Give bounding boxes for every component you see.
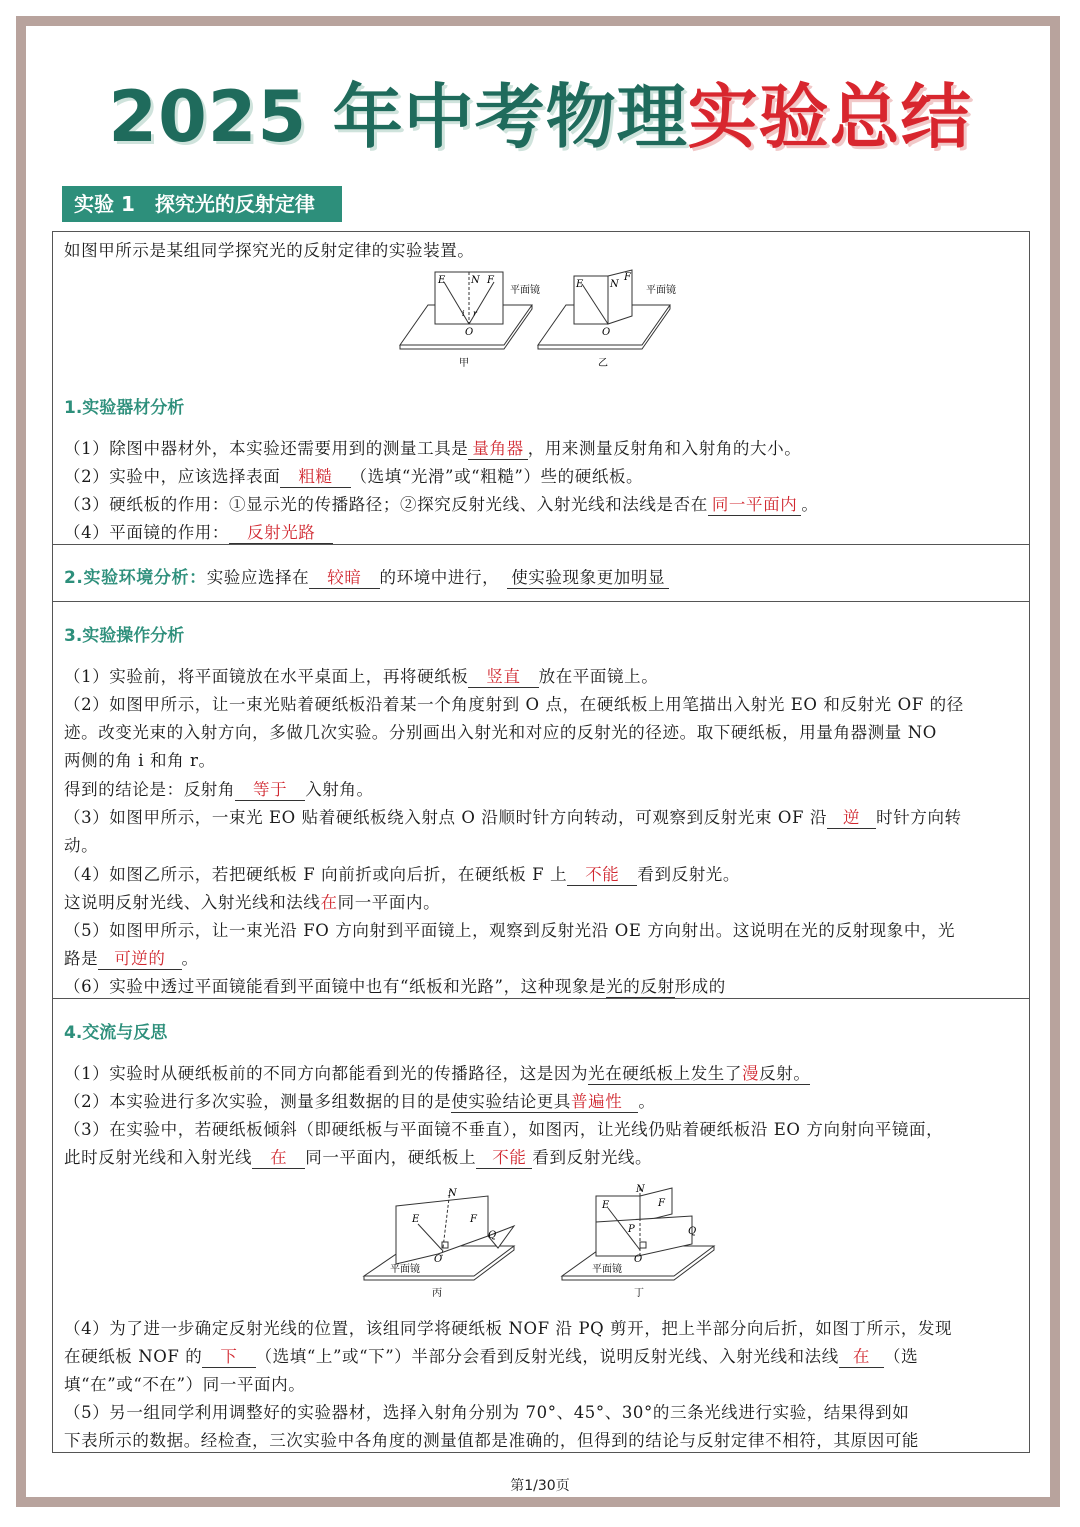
figure-bing-ding: [358, 1184, 728, 1300]
label-N-2: N: [610, 279, 619, 290]
s3-line9: 这说明反射光线、入射光线和法线在同一平面内。: [64, 893, 441, 912]
s4-line5: （4）为了进一步确定反射光线的位置，该组同学将硬纸板 NOF 沿 PQ 剪开，把上半部分向后折，如图丁所示，发现: [64, 1319, 953, 1338]
label-F-4: F: [658, 1198, 665, 1209]
s3-line10: （5）如图甲所示，让一束光沿 FO 方向射到平面镜上，观察到反射光沿 OE 方向射出。这说明在光的反射现象中，光: [64, 921, 956, 940]
mirror-label-c: 平面镜: [390, 1264, 420, 1275]
label-O-3: O: [434, 1254, 443, 1265]
label-r: r: [473, 309, 477, 318]
label-O: O: [465, 327, 474, 338]
s1-line2: （2）实验中，应该选择表面 粗糙 （选填“光滑”或“粗糙”）些的硬纸板。: [64, 467, 644, 486]
label-E-3: E: [412, 1214, 420, 1225]
label-F-2: F: [624, 272, 631, 283]
label-P-4: P: [628, 1224, 635, 1235]
label-N-3: N: [448, 1188, 457, 1199]
caption-yi: 乙: [598, 358, 608, 369]
figure-jia-yi: [392, 268, 712, 372]
label-E: E: [438, 275, 446, 286]
s3-line12: （6）实验中透过平面镜能看到平面镜中也有“纸板和光路”，这种现象是光的反射形成的: [64, 977, 726, 996]
label-N: N: [471, 275, 480, 286]
label-Q-3: Q: [488, 1230, 497, 1241]
s1-line4: （4）平面镜的作用： 反射光路: [64, 519, 333, 544]
label-O-2: O: [602, 327, 611, 338]
s4-line4: 此时反射光线和入射光线 在 同一平面内，硬纸板上 不能 看到反射光线。: [64, 1148, 653, 1167]
s3-line6: （3）如图甲所示，一束光 EO 贴着硬纸板绕入射点 O 沿顺时针方向转动，可观察到反射光束 OF 沿 逆 时针方向转: [64, 808, 962, 827]
s2-line: 2.实验环境分析：实验应选择在 较暗 的环境中进行， 使实验现象更加明显: [64, 563, 669, 589]
mirror-label-b: 平面镜: [646, 285, 676, 296]
caption-bing: 丙: [432, 1288, 442, 1299]
label-Q-4: Q: [688, 1226, 697, 1237]
label-F-3: F: [470, 1214, 477, 1225]
mirror-label-d: 平面镜: [592, 1264, 622, 1275]
label-O-4: O: [634, 1254, 643, 1265]
caption-jia: 甲: [459, 358, 469, 369]
s3-line11: 路是 可逆的 。: [64, 949, 199, 968]
s4-line1: （1）实验时从硬纸板前的不同方向都能看到光的传播路径，这是因为光在硬纸板上发生了漫反射。: [64, 1064, 811, 1083]
label-i: i: [462, 309, 465, 318]
s4-line7: 填“在”或“不在”）同一平面内。: [64, 1375, 306, 1394]
s4-line9: 下表所示的数据。经检查，三次实验中各角度的测量值都是准确的，但得到的结论与反射定律不相符，其原因可能: [64, 1431, 919, 1450]
page-number: 第1/30页: [510, 1478, 570, 1494]
s3-line7: 动。: [64, 836, 99, 855]
s4-line2: （2）本实验进行多次实验，测量多组数据的目的是使实验结论更具普遍性 。: [64, 1092, 656, 1111]
caption-ding: 丁: [634, 1288, 644, 1299]
label-E-4: E: [602, 1200, 610, 1211]
s3-line1: （1）实验前，将平面镜放在水平桌面上，再将硬纸板 竖直 放在平面镜上。: [64, 667, 659, 686]
heading-materials: 1.实验器材分析: [64, 398, 185, 418]
s3-line2: （2）如图甲所示，让一束光贴着硬纸板沿着某一个角度射到 O 点，在硬纸板上用笔描出入射光 EO 和反射光 OF 的径: [64, 695, 964, 714]
s1-line1: （1）除图中器材外，本实验还需要用到的测量工具是 量角器 ，用来测量反射角和入射角的大小。: [64, 439, 802, 458]
s3-line3: 迹。改变光束的入射方向，多做几次实验。分别画出入射光和对应的反射光的径迹。取下硬纸板，用量角器测量 NO: [64, 723, 937, 742]
s4-line6: 在硬纸板 NOF 的 下 （选填“上”或“下”）半部分会看到反射光线，说明反射光线、入射光线和法线 在 （选: [64, 1347, 919, 1366]
experiment-tag: 实验 1 探究光的反射定律: [62, 186, 342, 222]
s4-line8: （5）另一组同学利用调整好的实验器材，选择入射角分别为 70°、45°、30°的三条光线进行实验，结果得到如: [64, 1403, 910, 1422]
intro-text: 如图甲所示是某组同学探究光的反射定律的实验装置。: [64, 241, 475, 260]
mirror-label-a: 平面镜: [510, 285, 540, 296]
s4-line3: （3）在实验中，若硬纸板倾斜（即硬纸板与平面镜不垂直），如图丙，让光线仍贴着硬纸板沿 EO 方向射向平镜面，: [64, 1120, 944, 1139]
s3-line4: 两侧的角 i 和角 r。: [64, 751, 216, 770]
s3-line8: （4）如图乙所示，若把硬纸板 F 向前折或向后折，在硬纸板 F 上 不能 看到反射光。: [64, 865, 740, 884]
heading-reflection: 4.交流与反思: [64, 1023, 168, 1043]
s3-line5: 得到的结论是：反射角 等于 入射角。: [64, 780, 374, 799]
s1-line3: （3）硬纸板的作用：①显示光的传播路径；②探究反射光线、入射光线和法线是否在 同一平面内 。: [64, 495, 819, 514]
heading-operation: 3.实验操作分析: [64, 626, 185, 646]
page-title: 2025 年中考物理实验总结: [108, 76, 972, 158]
label-E-2: E: [576, 279, 584, 290]
label-F: F: [487, 275, 494, 286]
label-N-4: N: [636, 1184, 645, 1195]
